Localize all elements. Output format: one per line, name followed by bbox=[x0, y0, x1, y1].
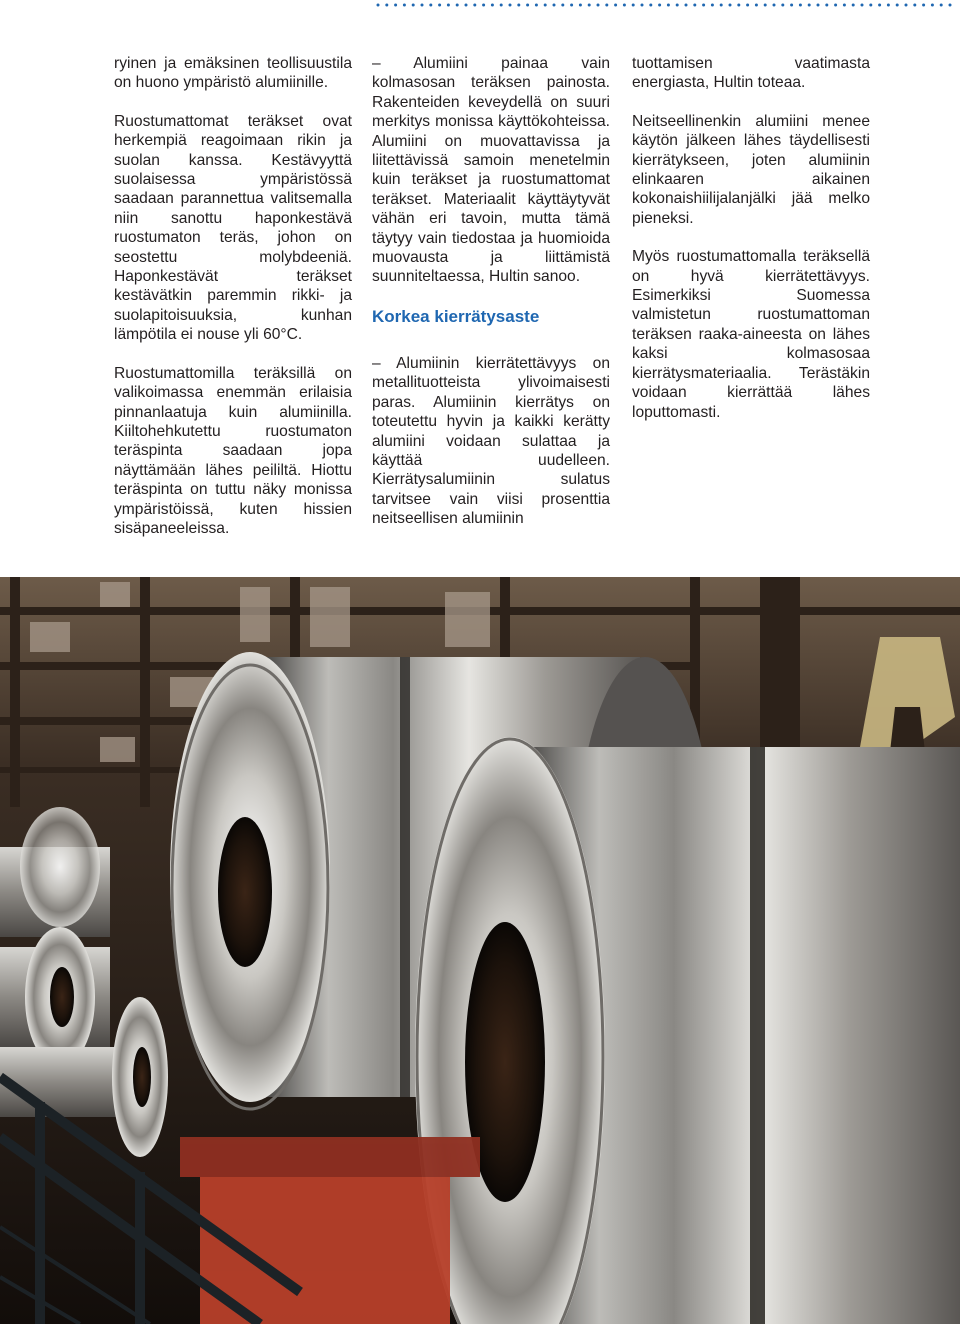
decorative-dot bbox=[535, 4, 538, 7]
decorative-dot bbox=[720, 4, 723, 7]
decorative-dot bbox=[922, 4, 925, 7]
paragraph: Ruostumattomilla teräksillä on valikoimassa enemmän erilaisia pinnanlaatuja kuin alumiinilla. Kiiltohehkutettu ruostumaton teräspinta saadaan jopa näyttämään lähes peililtä. Hiottu teräspinta on tuttu näky monissa ympäristöissä, kuten hissien sisäpaneeleissa. bbox=[114, 364, 352, 537]
paragraph: ryinen ja emäksinen teollisuustila on huono ympäristö alumiinille. bbox=[114, 55, 352, 92]
decorative-dot bbox=[878, 4, 881, 7]
decorative-dot bbox=[887, 4, 890, 7]
decorative-dot bbox=[544, 4, 547, 7]
decorative-dot bbox=[509, 4, 512, 7]
decorative-dot bbox=[500, 4, 503, 7]
decorative-dot bbox=[394, 4, 397, 7]
decorative-dot bbox=[579, 4, 582, 7]
decorative-dot bbox=[799, 4, 802, 7]
decorative-dot bbox=[685, 4, 688, 7]
decorative-dot bbox=[729, 4, 732, 7]
decorative-dot bbox=[377, 4, 380, 7]
decorative-dot bbox=[781, 4, 784, 7]
decorative-dot bbox=[676, 4, 679, 7]
decorative-dot bbox=[913, 4, 916, 7]
decorative-dot bbox=[737, 4, 740, 7]
decorative-dot bbox=[790, 4, 793, 7]
decorative-dot bbox=[473, 4, 476, 7]
decorative-dot bbox=[852, 4, 855, 7]
decorative-dot bbox=[869, 4, 872, 7]
section-heading: Korkea kierrätysaste bbox=[372, 306, 540, 326]
decorative-dot bbox=[641, 4, 644, 7]
decorative-dot bbox=[861, 4, 864, 7]
decorative-dot bbox=[711, 4, 714, 7]
decorative-dot bbox=[597, 4, 600, 7]
decorative-dot bbox=[605, 4, 608, 7]
decorative-dot bbox=[385, 4, 388, 7]
decorative-dot bbox=[896, 4, 899, 7]
decorative-dot bbox=[931, 4, 934, 7]
decorative-dot bbox=[940, 4, 943, 7]
decorative-dot bbox=[588, 4, 591, 7]
decorative-dot bbox=[746, 4, 749, 7]
decorative-dot bbox=[491, 4, 494, 7]
paragraph: tuottamisen vaatimasta energiasta, Hultin toteaa. bbox=[632, 55, 870, 92]
decorative-dot bbox=[614, 4, 617, 7]
decorative-dot bbox=[403, 4, 406, 7]
decorative-dot bbox=[438, 4, 441, 7]
decorative-dot bbox=[553, 4, 556, 7]
decorative-dot bbox=[843, 4, 846, 7]
decorative-dot bbox=[658, 4, 661, 7]
paragraph: Ruostumattomat teräkset ovat herkempiä reagoimaan rikin ja suolan kanssa. Kestävyyttä suolaisessa ympäristössä saadaan parannettua valitsemalla niin sanottu haponkestävä ruostumaton teräs, johon on seostettu molybdeeniä. Haponkestävät teräkset kestävätkin paremmin rikki- ja suolapitoisuuksia, kunhan lämpötila ei nouse yli 60°C. bbox=[114, 112, 352, 344]
decorative-dot bbox=[570, 4, 573, 7]
decorative-dot bbox=[561, 4, 564, 7]
decorative-dot bbox=[412, 4, 415, 7]
decorative-dot bbox=[764, 4, 767, 7]
decorative-dot bbox=[421, 4, 424, 7]
paragraph: Neitseellinenkin alumiini menee käytön jälkeen lähes täydellisesti kierrätykseen, joten alumiinin elinkaaren aikainen kokonaishiilijalanjälki jää melko pieneksi. bbox=[632, 112, 870, 227]
decorative-dot bbox=[702, 4, 705, 7]
decorative-dot bbox=[456, 4, 459, 7]
paragraph: – Alumiini painaa vain kolmasosan teräksen painosta. Rakenteiden keveydellä on suuri merkitys monissa käyttökohteissa. Alumiini on muovattavissa ja liitettävissä samoin menetelmin kuin teräkset ja ruostumattomat teräkset. Materiaalit käyttäytyvät vähän eri tavoin, mutta tämä täytyy vain tiedostaa ja huomioida muovausta ja liittämistä suunniteltaessa, Hultin sanoo. bbox=[372, 55, 610, 286]
decorative-dot bbox=[667, 4, 670, 7]
decorative-dot bbox=[808, 4, 811, 7]
decorative-dot bbox=[817, 4, 820, 7]
decorative-dot bbox=[693, 4, 696, 7]
text-column-2 bbox=[372, 54, 610, 548]
decorative-dot bbox=[632, 4, 635, 7]
decorative-dot bbox=[465, 4, 468, 7]
decorative-dot bbox=[482, 4, 485, 7]
decorative-dot bbox=[447, 4, 450, 7]
decorative-dot bbox=[526, 4, 529, 7]
paragraph: Myös ruostumattomalla teräksellä on hyvä kierrätettävyys. Esimerkiksi Suomessa valmistetun ruostumattoman teräksen raaka-aineesta on lähes kaksi kolmasosaa kierrätysmateriaalia. Terästäkin voidaan kierrättää lähes loputtomasti. bbox=[632, 248, 870, 421]
decorative-dot bbox=[949, 4, 952, 7]
text-column-3 bbox=[632, 54, 870, 441]
decorative-dot-rule bbox=[372, 0, 960, 10]
decorative-dot bbox=[825, 4, 828, 7]
decorative-dot bbox=[755, 4, 758, 7]
decorative-dot bbox=[834, 4, 837, 7]
decorative-dot bbox=[429, 4, 432, 7]
steel-coils-photo bbox=[0, 577, 960, 1324]
decorative-dot bbox=[623, 4, 626, 7]
decorative-dot bbox=[649, 4, 652, 7]
text-column-1 bbox=[114, 54, 352, 557]
paragraph: – Alumiinin kierrätettävyys on metallituotteista ylivoimaisesti paras. Alumiinin kierrätys on toteutettu hyvin ja kaikki kerätty alumiini voidaan sulattaa ja käyttää uudelleen. Kierrätysalumiinin sulatus tarvitsee vain viisi prosenttia neitseellisen alumiinin bbox=[372, 354, 610, 528]
decorative-dot bbox=[517, 4, 520, 7]
decorative-dot bbox=[773, 4, 776, 7]
decorative-dot bbox=[905, 4, 908, 7]
